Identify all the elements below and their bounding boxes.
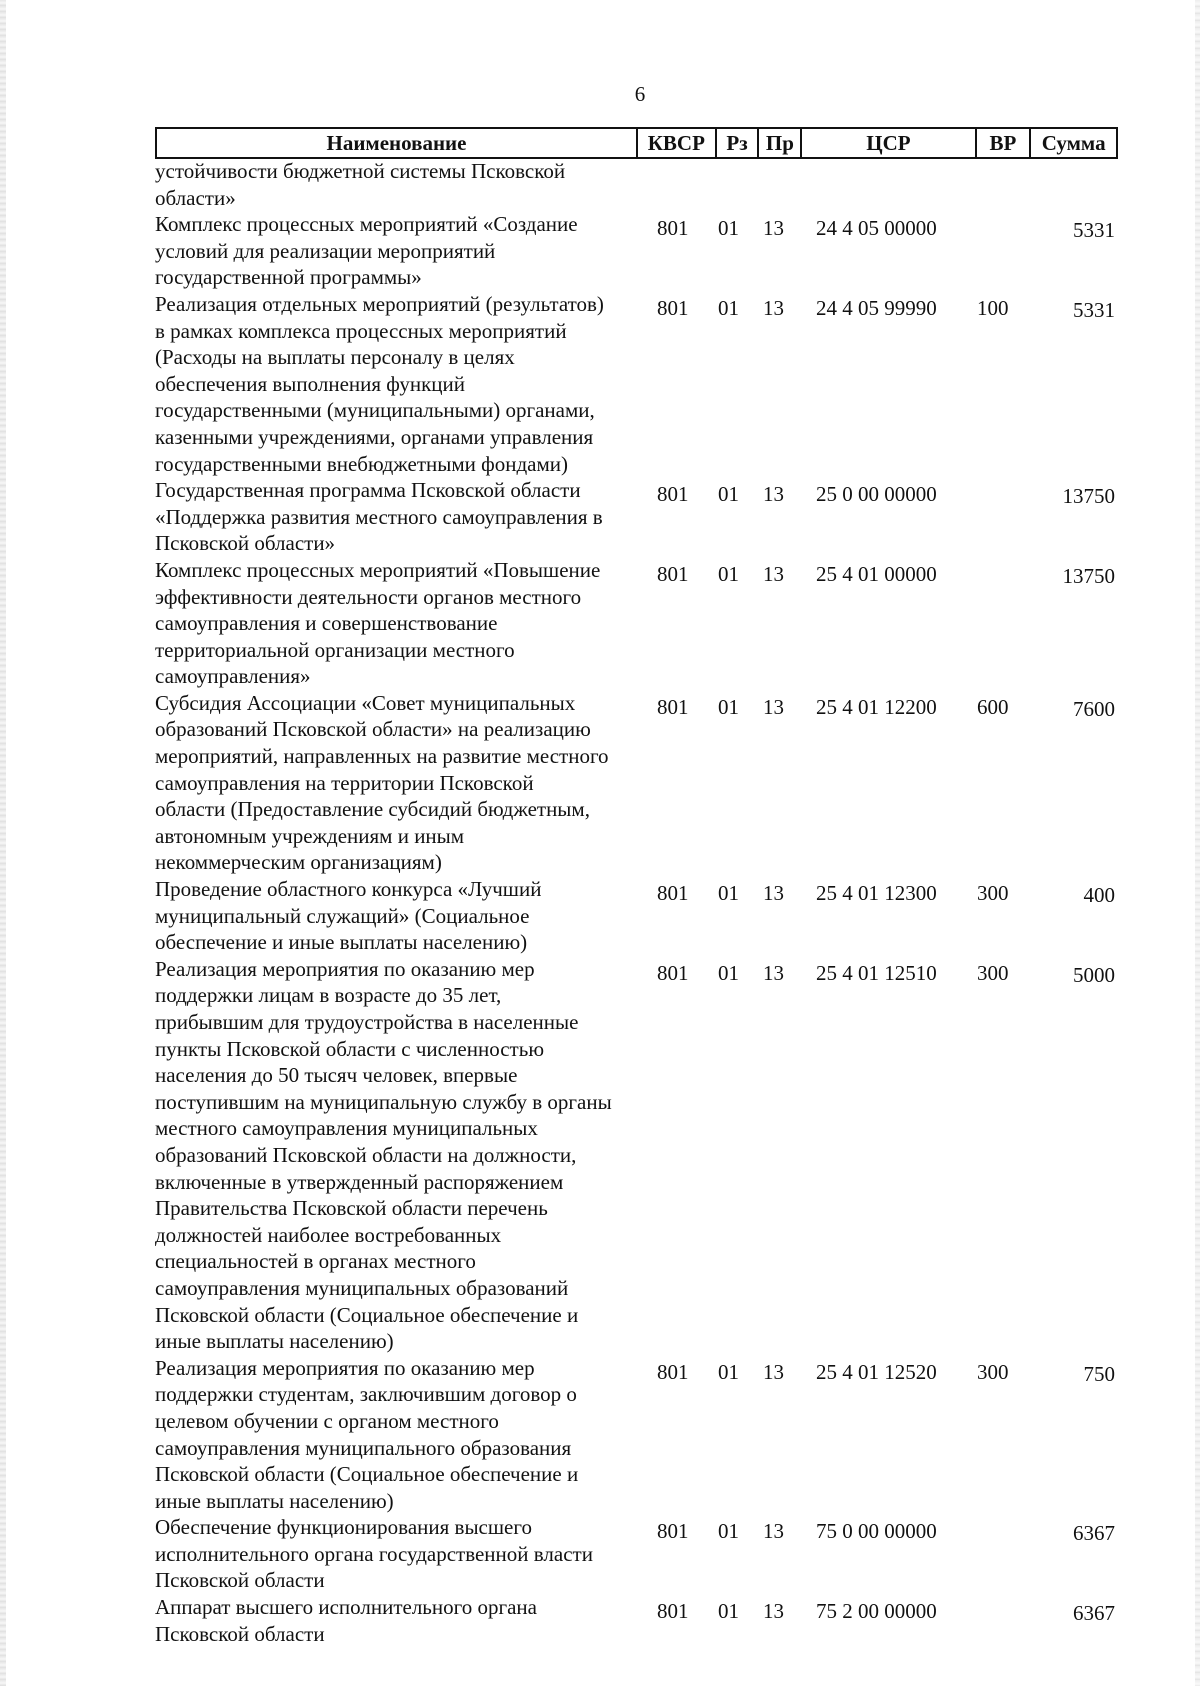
header-pr: Пр — [759, 129, 802, 157]
row-kvsr: 801 — [657, 881, 689, 906]
row-vr: 100 — [977, 295, 1009, 320]
row-pr: 13 — [763, 295, 784, 320]
row-name: Субсидия Ассоциации «Совет муниципальных образований Псковской области» на реализацию мероприятий, направленных на развитие местного самоуправления на территории Псковской области (Предоставление субсидий бюджетным, автономным учреждениям и иным некоммерческим организациям) — [155, 690, 609, 875]
row-csr: 24 4 05 99990 — [816, 295, 937, 320]
header-vr: ВР — [977, 129, 1032, 157]
header-name: Наименование — [157, 129, 638, 157]
row-pr: 13 — [763, 216, 784, 241]
row-rz: 01 — [718, 694, 739, 719]
table-row — [155, 477, 1118, 557]
row-name: Аппарат высшего исполнительного органа Псковской области — [155, 1595, 537, 1646]
row-rz: 01 — [718, 561, 739, 586]
row-pr: 13 — [763, 561, 784, 586]
row-sum: 13750 — [1062, 484, 1115, 509]
table-row — [155, 956, 1118, 1355]
row-kvsr: 801 — [657, 1359, 689, 1384]
row-rz: 01 — [718, 216, 739, 241]
header-kvsr: КВСР — [638, 129, 717, 157]
row-name: Реализация мероприятия по оказанию мер поддержки лицам в возрасте до 35 лет, прибывшим для трудоустройства в населенные пункты Псковской области с численностью населения до 50 тысяч человек, впервые поступившим на муниципальную службу в органы местного самоуправления муниципальных образований Псковской области на должности, включенные в утвержденный распоряжением Правительства Псковской области перечень должностей наиболее востребованных специальностей в органах местного самоуправления муниципальных образований Псковской области (Социальное обеспечение и иные выплаты населению) — [155, 956, 612, 1354]
scan-edge-right — [1195, 0, 1200, 1686]
row-kvsr: 801 — [657, 1599, 689, 1624]
table-row — [155, 557, 1118, 690]
row-pr: 13 — [763, 694, 784, 719]
row-name: Обеспечение функционирования высшего исполнительного органа государственной власти Псковской области — [155, 1515, 593, 1593]
scan-edge-left — [0, 0, 6, 1686]
row-kvsr: 801 — [657, 960, 689, 985]
row-rz: 01 — [718, 1519, 739, 1544]
row-name: Комплекс процессных мероприятий «Повышение эффективности деятельности органов местного самоуправления и совершенствование территориальной организации местного самоуправления» — [155, 557, 601, 689]
row-sum: 5331 — [1073, 218, 1115, 243]
row-kvsr: 801 — [657, 561, 689, 586]
row-name: Комплекс процессных мероприятий «Создание условий для реализации мероприятий государственной программы» — [155, 212, 578, 290]
row-vr: 600 — [977, 694, 1009, 719]
row-pr: 13 — [763, 881, 784, 906]
row-kvsr: 801 — [657, 694, 689, 719]
row-pr: 13 — [763, 482, 784, 507]
row-csr: 25 0 00 00000 — [816, 482, 937, 507]
page-number: 6 — [634, 82, 646, 106]
row-sum: 400 — [1083, 883, 1115, 908]
row-pr: 13 — [763, 1359, 784, 1384]
row-name: устойчивости бюджетной системы Псковской области» — [155, 159, 566, 210]
row-rz: 01 — [718, 881, 739, 906]
row-kvsr: 801 — [657, 216, 689, 241]
table-row — [155, 1514, 1118, 1594]
row-name: Проведение областного конкурса «Лучший муниципальный служащий» (Социальное обеспечение и иные выплаты населению) — [155, 877, 542, 955]
header-csr: ЦСР — [802, 129, 976, 157]
row-csr: 25 4 01 12510 — [816, 960, 937, 985]
table-row — [155, 1355, 1118, 1515]
table-row — [155, 211, 1118, 291]
row-sum: 5000 — [1073, 962, 1115, 987]
row-name: Государственная программа Псковской области «Поддержка развития местного самоуправления в Псковской области» — [155, 478, 603, 556]
row-pr: 13 — [763, 1519, 784, 1544]
table-body — [155, 158, 1118, 1647]
row-rz: 01 — [718, 960, 739, 985]
row-csr: 25 4 01 12300 — [816, 881, 937, 906]
row-pr: 13 — [763, 1599, 784, 1624]
row-sum: 750 — [1083, 1361, 1115, 1386]
row-sum: 6367 — [1073, 1521, 1115, 1546]
row-sum: 5331 — [1073, 297, 1115, 322]
table-header — [155, 127, 1118, 159]
row-csr: 25 4 01 12200 — [816, 694, 937, 719]
row-vr: 300 — [977, 1359, 1009, 1384]
table-row — [155, 690, 1118, 876]
row-csr: 25 4 01 12520 — [816, 1359, 937, 1384]
header-rz: Рз — [717, 129, 760, 157]
row-csr: 75 2 00 00000 — [816, 1599, 937, 1624]
row-kvsr: 801 — [657, 482, 689, 507]
row-csr: 24 4 05 00000 — [816, 216, 937, 241]
table-row — [155, 876, 1118, 956]
table-row — [155, 158, 1118, 211]
row-kvsr: 801 — [657, 295, 689, 320]
row-csr: 25 4 01 00000 — [816, 561, 937, 586]
row-name: Реализация мероприятия по оказанию мер поддержки студентам, заключившим договор о целевом обучении с органом местного самоуправления муниципального образования Псковской области (Социальное обеспечение и иные выплаты населению) — [155, 1355, 579, 1513]
row-pr: 13 — [763, 960, 784, 985]
row-sum: 13750 — [1062, 563, 1115, 588]
table-row — [155, 1594, 1118, 1647]
row-vr: 300 — [977, 960, 1009, 985]
row-kvsr: 801 — [657, 1519, 689, 1544]
table-row — [155, 291, 1118, 477]
row-sum: 7600 — [1073, 696, 1115, 721]
row-csr: 75 0 00 00000 — [816, 1519, 937, 1544]
row-rz: 01 — [718, 1359, 739, 1384]
row-rz: 01 — [718, 1599, 739, 1624]
row-vr: 300 — [977, 881, 1009, 906]
row-sum: 6367 — [1073, 1601, 1115, 1626]
header-sum: Сумма — [1041, 130, 1106, 155]
row-name: Реализация отдельных мероприятий (результатов) в рамках комплекса процессных мероприятий (Расходы на выплаты персоналу в целях обеспечения выполнения функций государственными (муниципальными) органами, казенными учреждениями, органами управления государственными внебюджетными фондами) — [155, 291, 604, 476]
row-rz: 01 — [718, 295, 739, 320]
row-rz: 01 — [718, 482, 739, 507]
